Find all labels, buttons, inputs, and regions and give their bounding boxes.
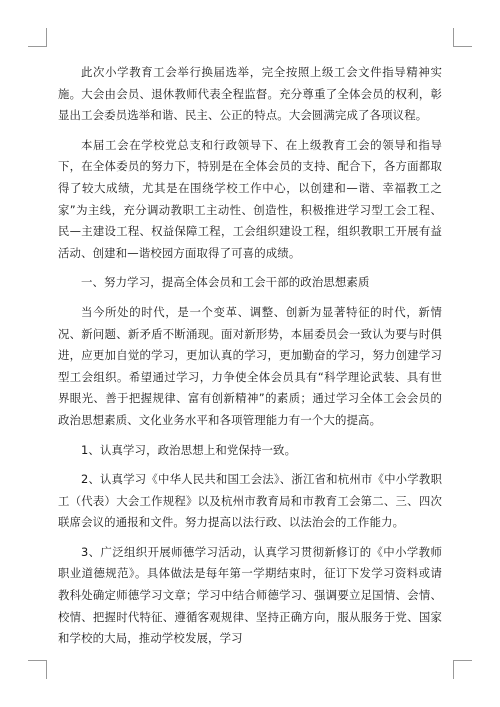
crop-mark-bottom-left	[28, 660, 47, 679]
paragraph-era: 当今所处的时代，是一个变革、调整、创新为显著特征的时代，新情况、新问题、新矛盾不断涌现。面对新形势，本届委员会一致认为要与时俱进，应更加自觉的学习，更加认真的学习，更加勤奋的学习，努力创建学习型工会组织。希望通过学习，力争使全体会员具有“科学理论武装、具有世界眼光、善于把握规律、富有创新精神”的素质；通过学习全体工会会员的政治思想素质、文化业务水平和各项管理能力有一个大的提高。	[58, 304, 442, 427]
list-item-3: 3、广泛组织开展师德学习活动，认真学习贯彻新修订的《中小学教师职业道德规范》。具体做法是每年第一学期结束时，征订下发学习资料或请教科处确定师德学习文章；学习中结合师德学习、强调要立足国情、会情、校情、把握时代特征、遵循客观规律、坚持正确方向，服从服务于党、国家和学校的大局，推动学校发展，学习	[58, 544, 442, 646]
crop-mark-bottom-right	[453, 660, 472, 679]
crop-mark-top-right	[453, 28, 472, 47]
document-body	[58, 62, 442, 658]
crop-mark-top-left	[28, 28, 47, 47]
list-item-2: 2、认真学习《中华人民共和国工会法》、浙江省和杭州市《中小学教职工（代表）大会工作规程》以及杭州市教育局和市教育工会第二、三、四次联席会议的通报和文件。努力提高以法行政、以法治会的工作能力。	[58, 472, 442, 530]
list-item-1: 1、认真学习，政治思想上和党保持一致。	[81, 442, 297, 457]
paragraph-achievements: 本届工会在学校党总支和行政领导下、在上级教育工会的领导和指导下，在全体委员的努力下，特别是在全体会员的支持、配合下，各方面都取得了较大成绩，尤其是在围绕学校工作中心，以创建和—谐、幸福教工之家”为主线，充分调动教职工主动性、创造性，积极推进学习型工会工程、民—主建设工程、权益保障工程，工会组织建设工程，组织教职工开展有益活动、创建和—谐校园方面取得了可喜的成绩。	[58, 137, 442, 260]
paragraph-election: 此次小学教育工会举行换届选举，完全按照上级工会文件指导精神实施。大会由会员、退休教师代表全程监督。充分尊重了全体会员的权利，彰显出工会委员选举和谐、民主、公正的特点。大会圆满完成了各项议程。	[58, 65, 442, 123]
section-heading-study: 一、努力学习，提高全体会员和工会干部的政治思想素质	[81, 275, 370, 290]
